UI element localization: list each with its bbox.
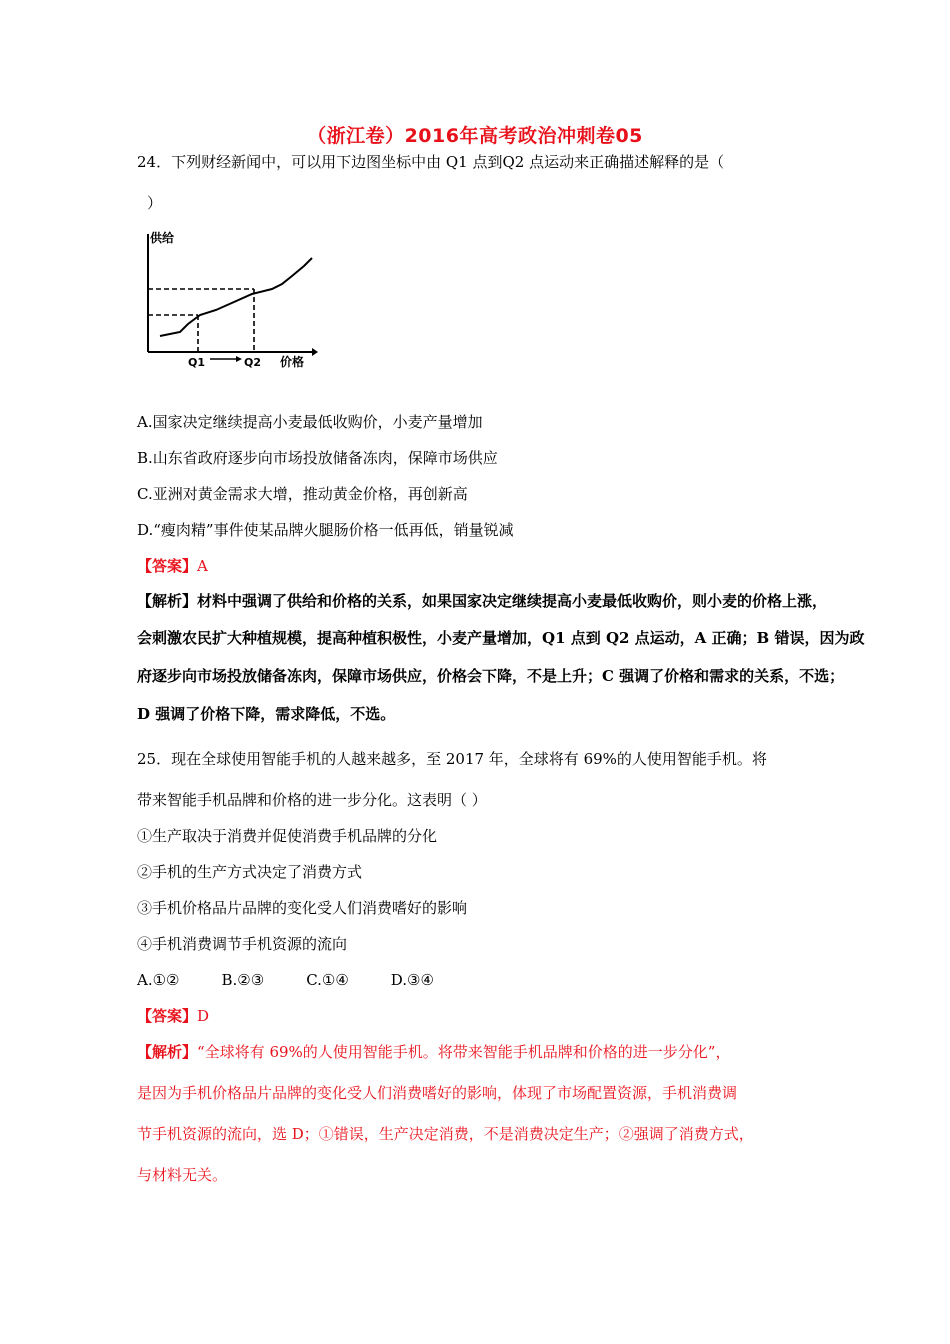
q25-item-3: ③手机价格品片品牌的变化受人们消费嗜好的影响: [137, 899, 468, 917]
q24-answer-value: A: [197, 557, 208, 575]
q25-option-d: D.③④: [390, 971, 434, 989]
graph-ylabel: 供给: [150, 231, 175, 245]
page-title: （浙江卷）2016年高考政治冲刺卷05: [307, 125, 643, 147]
q25-answer: [137, 1006, 209, 1026]
supply-curve: [160, 258, 312, 336]
q24-analysis-line1: [137, 591, 827, 611]
graph-xlabel: 价格: [280, 355, 305, 368]
q25-answer-value: D: [197, 1007, 210, 1025]
q25-option-c: C.①④: [306, 971, 349, 989]
q25-answer-label: 【答案】: [137, 1007, 198, 1025]
q24-answer-label: 【答案】: [137, 557, 198, 575]
q24-option-a: A.国家决定继续提高小麦最低收购价，小麦产量增加: [137, 413, 483, 431]
q25-stem-line1: 25．现在全球使用智能手机的人越来越多，至 2017 年，全球将有 69%的人使用智能手机。将: [137, 750, 767, 768]
graph-q1-label: Q1: [188, 356, 206, 368]
q25-option-a: A.①②: [137, 971, 180, 989]
q25-item-1: ①生产取决于消费并促使消费手机品牌的分化: [137, 827, 438, 845]
q24-analysis-text1: 材料中强调了供给和价格的关系，如果国家决定继续提高小麦最低收购价，则小麦的价格上涨，: [197, 592, 828, 610]
q24-option-d: D.“瘦肉精”事件使某品牌火腿肠价格一低再低，销量锐减: [137, 521, 514, 539]
q24-option-c: C.亚洲对黄金需求大增，推动黄金价格，再创新高: [137, 485, 468, 503]
q24-analysis-label: 【解析】: [137, 592, 198, 610]
q25-analysis-line2: 是因为手机价格品片品牌的变化受人们消费嗜好的影响，体现了市场配置资源，手机消费调: [137, 1084, 738, 1102]
q24-analysis-line3: 府逐步向市场投放储备冻肉，保障市场供应，价格会下降，不是上升；C 强调了价格和需求的关系，不选；: [137, 667, 845, 685]
q25-analysis-label: 【解析】: [137, 1043, 198, 1061]
q24-option-b: B.山东省政府逐步向市场投放储备冻肉，保障市场供应: [137, 449, 498, 467]
supply-price-graph: [130, 228, 320, 368]
q25-item-4: ④手机消费调节手机资源的流向: [137, 935, 348, 953]
q24-answer: [137, 556, 208, 576]
q25-analysis-line3: 节手机资源的流向，选 D；①错误，生产决定消费，不是消费决定生产；②强调了消费方式，: [137, 1125, 754, 1143]
graph-q2-label: Q2: [244, 356, 262, 368]
q1-to-q2-arrow-head: [236, 356, 242, 362]
q24-analysis-line2: 会刺激农民扩大种植规模，提高种植积极性，小麦产量增加，Q1 点到 Q2 点运动，A 正确；B 错误，因为政: [137, 629, 865, 647]
q25-option-b: B.②③: [221, 971, 265, 989]
q25-options: [137, 970, 434, 990]
q25-analysis-text1: “全球将有 69%的人使用智能手机。将带来智能手机品牌和价格的进一步分化”，: [197, 1043, 731, 1061]
q25-analysis-line1: [137, 1042, 730, 1062]
q25-stem-line2: 带来智能手机品牌和价格的进一步分化。这表明（ ）: [137, 791, 487, 809]
q25-item-2: ②手机的生产方式决定了消费方式: [137, 863, 363, 881]
q24-stem-line1: 24．下列财经新闻中，可以用下边图坐标中由 Q1 点到Q2 点运动来正确描述解释的是（: [137, 153, 725, 171]
q24-stem-line2: ）: [147, 194, 163, 212]
q25-analysis-line4: 与材料无关。: [137, 1166, 228, 1184]
q24-analysis-line4: D 强调了价格下降，需求降低，不选。: [137, 705, 396, 723]
graph-x-arrow: [312, 348, 318, 356]
